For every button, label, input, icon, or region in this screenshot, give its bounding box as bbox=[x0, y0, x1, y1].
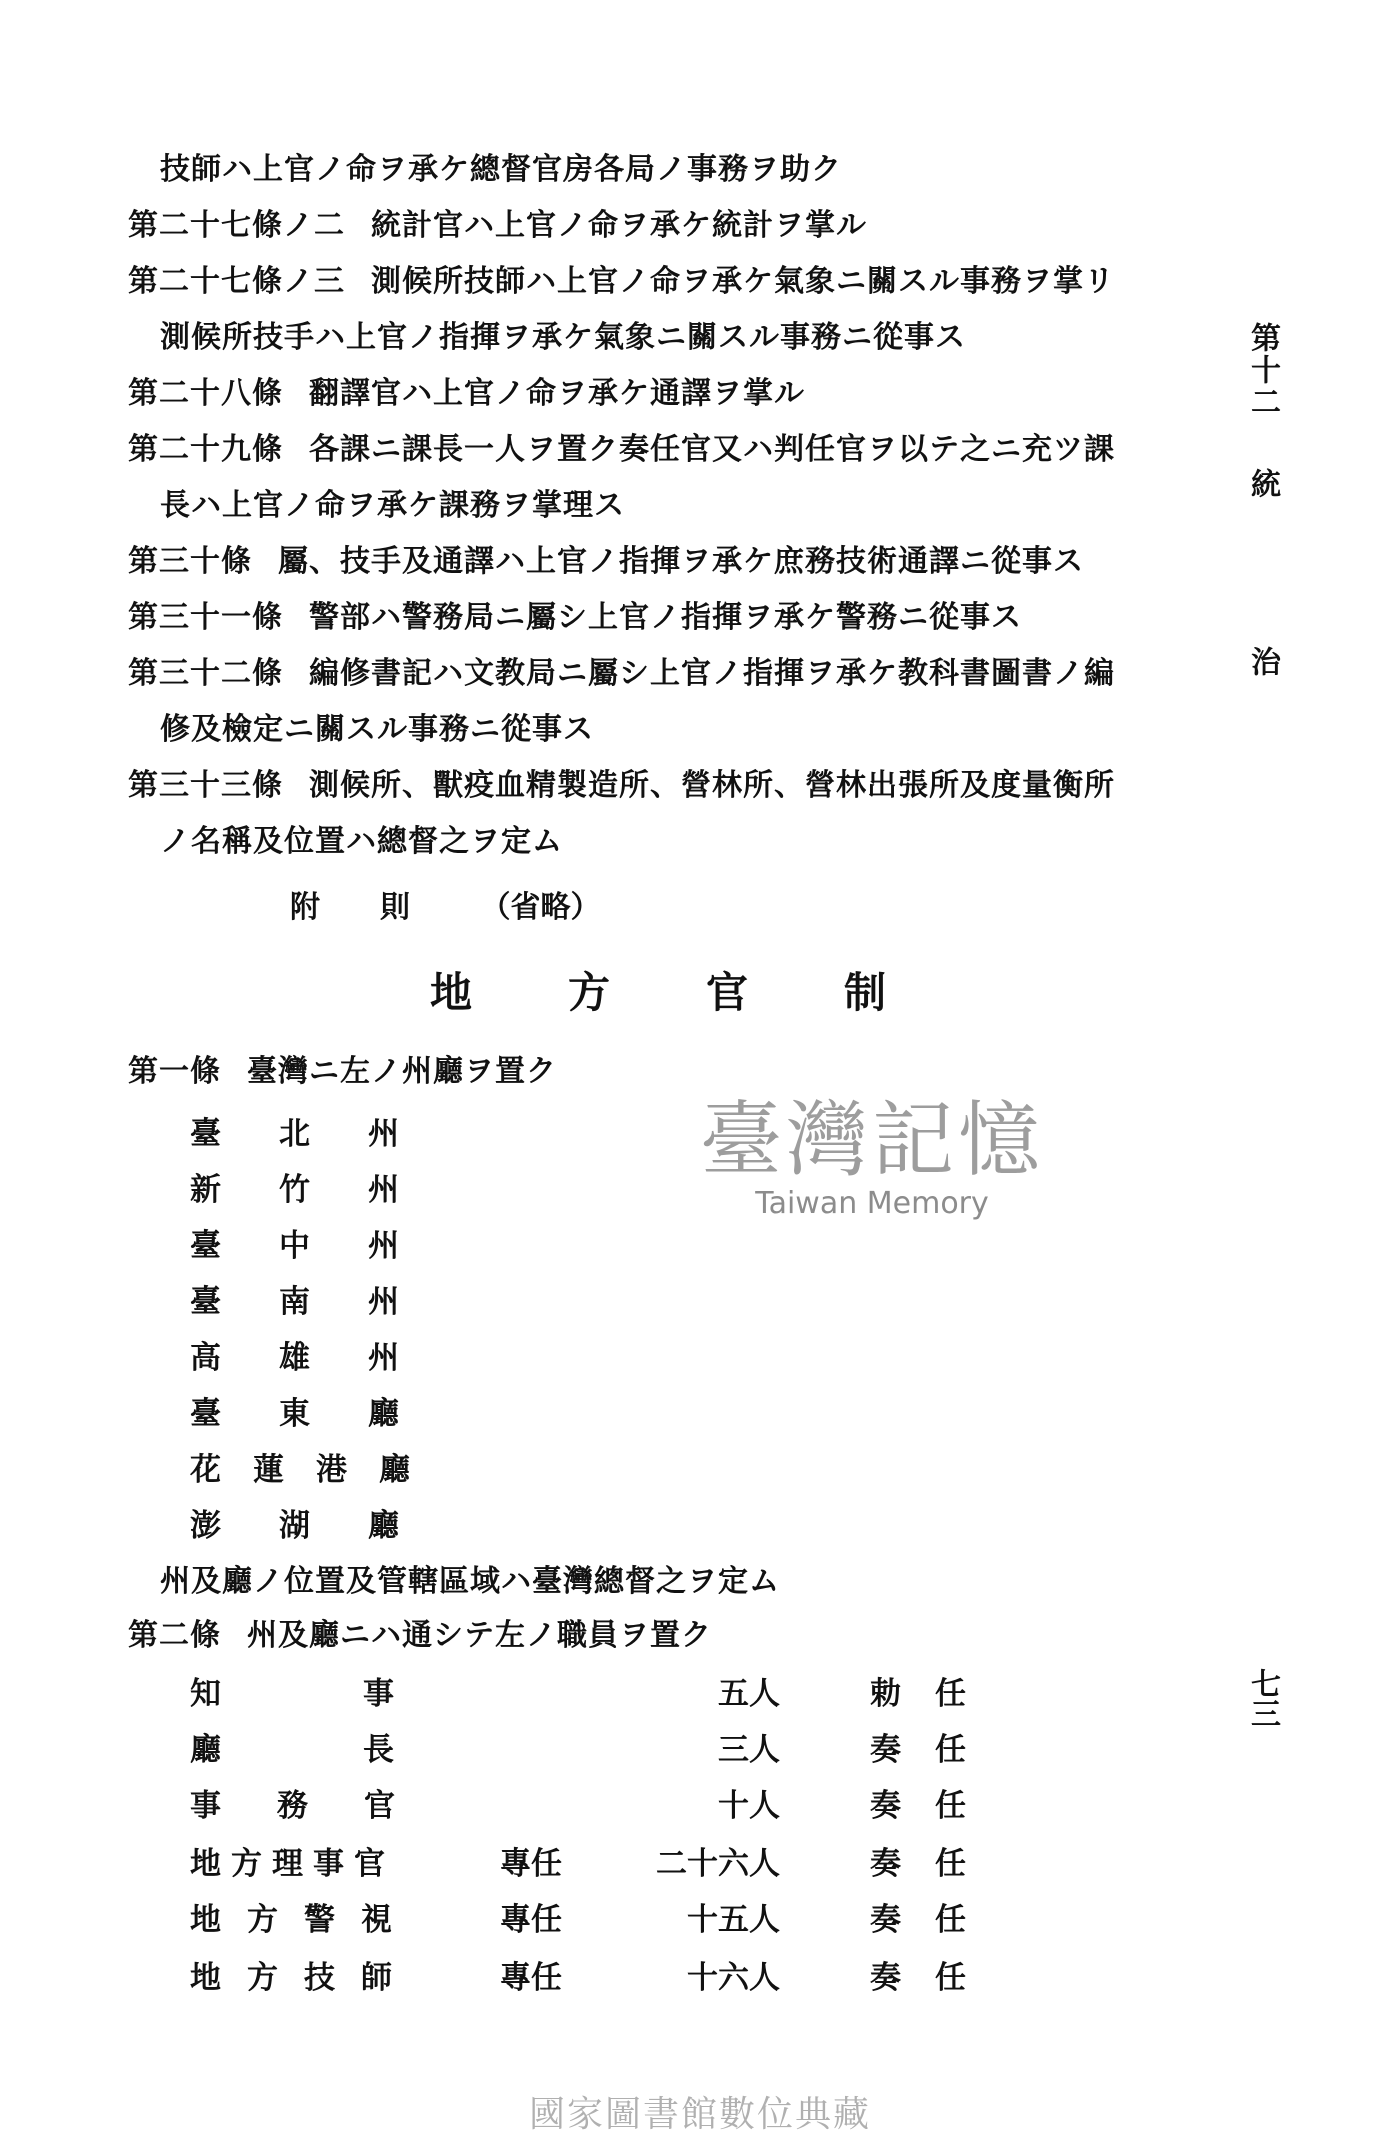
prefecture-item: 臺中州 bbox=[190, 1228, 457, 1264]
staff-row bbox=[190, 1952, 1000, 1996]
staff-count: 十人 bbox=[718, 1788, 780, 1824]
article-line-9: 第三十二條 編修書記ハ文教局ニ屬シ上官ノ指揮ヲ承ケ教科書圖書ノ編 bbox=[128, 656, 1115, 691]
staff-count: 二十六人 bbox=[656, 1846, 780, 1882]
article-line-11: 第三十三條 測候所、獸疫血精製造所、營林所、營林出張所及度量衡所 bbox=[128, 768, 1115, 803]
staff-rank: 奏任 bbox=[870, 1788, 1000, 1824]
prefecture-item: 澎湖廳 bbox=[190, 1508, 457, 1544]
article-1 bbox=[128, 1052, 557, 1092]
article-2 bbox=[128, 1616, 712, 1656]
staff-row bbox=[190, 1838, 1000, 1882]
running-header-topic: 統 bbox=[1245, 468, 1280, 500]
article-line-12: ノ名稱及位置ハ總督之ヲ定ム bbox=[160, 824, 563, 859]
running-header-sub: 治 bbox=[1245, 646, 1280, 678]
addendum bbox=[290, 882, 600, 926]
section-title: 地方官制 bbox=[430, 968, 983, 1017]
prefecture-item: 高雄州 bbox=[190, 1340, 457, 1376]
staff-mode: 專任 bbox=[500, 1846, 562, 1882]
prefecture-note: 州及廳ノ位置及管轄區域ハ臺灣總督之ヲ定ム bbox=[160, 1564, 780, 1599]
staff-count: 十六人 bbox=[687, 1960, 780, 1996]
prefecture-item: 花蓮港廳 bbox=[190, 1452, 442, 1488]
staff-row bbox=[190, 1668, 1000, 1712]
article-line-1: 第二十七條ノ二 統計官ハ上官ノ命ヲ承ケ統計ヲ掌ル bbox=[128, 208, 867, 243]
footer-credit: 國家圖書館數位典藏 bbox=[528, 2094, 871, 2135]
article-line-5: 第二十九條 各課ニ課長一人ヲ置ク奏任官又ハ判任官ヲ以テ之ニ充ツ課 bbox=[128, 432, 1115, 467]
staff-row bbox=[190, 1724, 1000, 1768]
prefecture-item: 新竹州 bbox=[190, 1172, 457, 1208]
article-line-2: 第二十七條ノ三 測候所技師ハ上官ノ命ヲ承ケ氣象ニ關スル事務ヲ掌リ bbox=[128, 264, 1115, 299]
watermark-main: 臺灣記憶 bbox=[700, 1093, 1045, 1188]
staff-title: 地方技師 bbox=[190, 1960, 418, 1996]
staff-rank: 奏任 bbox=[870, 1732, 1000, 1768]
staff-title: 廳長 bbox=[190, 1732, 536, 1768]
staff-rank: 奏任 bbox=[870, 1846, 1000, 1882]
staff-mode: 專任 bbox=[500, 1902, 562, 1938]
staff-mode: 專任 bbox=[500, 1960, 562, 1996]
article-line-0: 技師ハ上官ノ命ヲ承ケ總督官房各局ノ事務ヲ助ク bbox=[160, 152, 842, 187]
article-1-text: 臺灣ニ左ノ州廳ヲ置ク bbox=[247, 1054, 557, 1089]
article-2-text: 州及廳ニハ通シテ左ノ職員ヲ置ク bbox=[247, 1618, 712, 1653]
staff-title: 地方理事官 bbox=[190, 1846, 395, 1882]
article-line-3: 測候所技手ハ上官ノ指揮ヲ承ケ氣象ニ關スル事務ニ從事ス bbox=[160, 320, 966, 355]
staff-row bbox=[190, 1894, 1000, 1938]
article-line-6: 長ハ上官ノ命ヲ承ケ課務ヲ掌理ス bbox=[160, 488, 625, 523]
article-2-label: 第二條 bbox=[128, 1618, 221, 1653]
staff-row bbox=[190, 1780, 1000, 1824]
staff-count: 十五人 bbox=[687, 1902, 780, 1938]
staff-title: 地方警視 bbox=[190, 1902, 418, 1938]
prefecture-item: 臺北州 bbox=[190, 1116, 457, 1152]
watermark bbox=[700, 1075, 1044, 1221]
article-line-10: 修及檢定ニ關スル事務ニ從事ス bbox=[160, 712, 594, 747]
staff-rank: 勅任 bbox=[870, 1676, 1000, 1712]
page-number: 七三 bbox=[1245, 1668, 1280, 1728]
staff-rank: 奏任 bbox=[870, 1960, 1000, 1996]
addendum-note: （省略） bbox=[480, 890, 601, 925]
running-header-chapter: 第十二 bbox=[1245, 322, 1280, 418]
article-1-label: 第一條 bbox=[128, 1054, 221, 1089]
staff-count: 三人 bbox=[718, 1732, 780, 1768]
staff-count: 五人 bbox=[718, 1676, 780, 1712]
staff-title: 事務官 bbox=[190, 1788, 451, 1824]
staff-title: 知事 bbox=[190, 1676, 536, 1712]
addendum-label: 附則 bbox=[290, 890, 470, 925]
prefecture-item: 臺南州 bbox=[190, 1284, 457, 1320]
prefecture-item: 臺東廳 bbox=[190, 1396, 457, 1432]
article-line-4: 第二十八條 翻譯官ハ上官ノ命ヲ承ケ通譯ヲ掌ル bbox=[128, 376, 805, 411]
watermark-sub: Taiwan Memory bbox=[755, 1186, 989, 1221]
staff-rank: 奏任 bbox=[870, 1902, 1000, 1938]
article-line-7: 第三十條 屬、技手及通譯ハ上官ノ指揮ヲ承ケ庶務技術通譯ニ從事ス bbox=[128, 544, 1084, 579]
article-line-8: 第三十一條 警部ハ警務局ニ屬シ上官ノ指揮ヲ承ケ警務ニ從事ス bbox=[128, 600, 1022, 635]
